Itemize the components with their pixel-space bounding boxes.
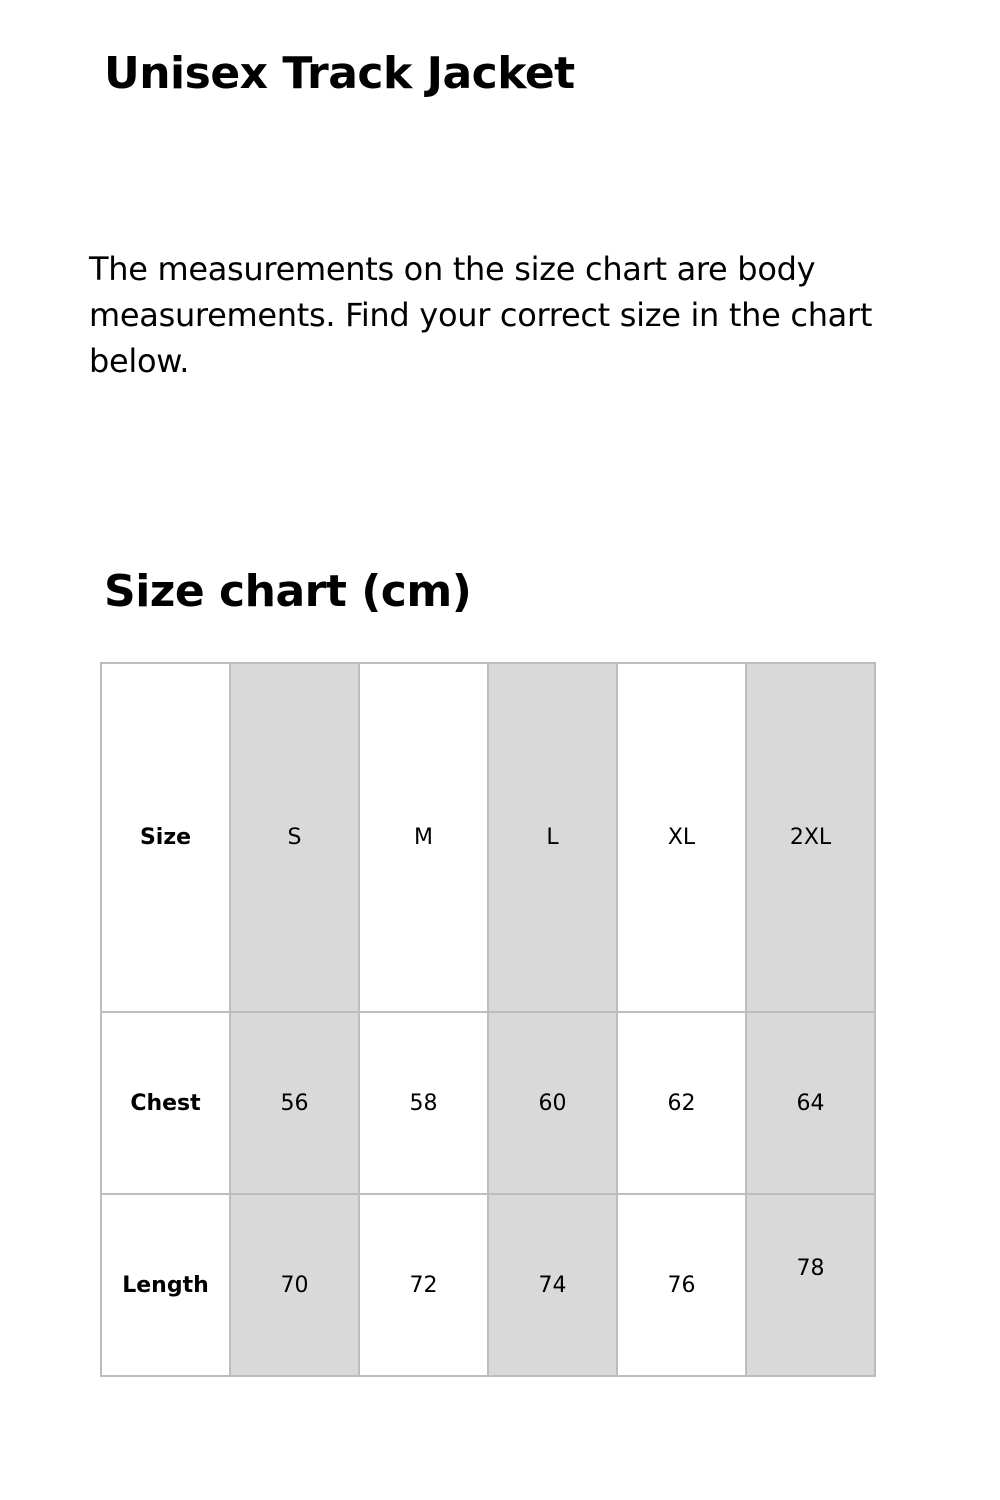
table-cell: 58 (359, 1012, 488, 1194)
table-cell: 70 (230, 1194, 359, 1376)
row-label-chest: Chest (101, 1012, 230, 1194)
row-label-length: Length (101, 1194, 230, 1376)
table-row-chest (101, 1012, 875, 1194)
table-cell: 72 (359, 1194, 488, 1376)
product-title: Unisex Track Jacket (104, 48, 575, 99)
table-cell: 56 (230, 1012, 359, 1194)
table-cell: 60 (488, 1012, 617, 1194)
row-label-size: Size (101, 663, 230, 1012)
size-chart-heading: Size chart (cm) (104, 566, 472, 617)
table-row-size (101, 663, 875, 1012)
table-cell: M (359, 663, 488, 1012)
table-cell: 74 (488, 1194, 617, 1376)
size-chart-table (100, 662, 876, 1377)
table-cell: 2XL (746, 663, 875, 1012)
table-cell: 76 (617, 1194, 746, 1376)
table-cell: S (230, 663, 359, 1012)
table-cell: XL (617, 663, 746, 1012)
table-cell: L (488, 663, 617, 1012)
table-cell (746, 1194, 875, 1376)
table-row-length (101, 1194, 875, 1376)
table-cell: 62 (617, 1012, 746, 1194)
table-cell-value: 78 (796, 1255, 825, 1281)
intro-paragraph: The measurements on the size chart are body measurements. Find your correct size in the chart below. (89, 250, 873, 380)
table-cell: 64 (746, 1012, 875, 1194)
